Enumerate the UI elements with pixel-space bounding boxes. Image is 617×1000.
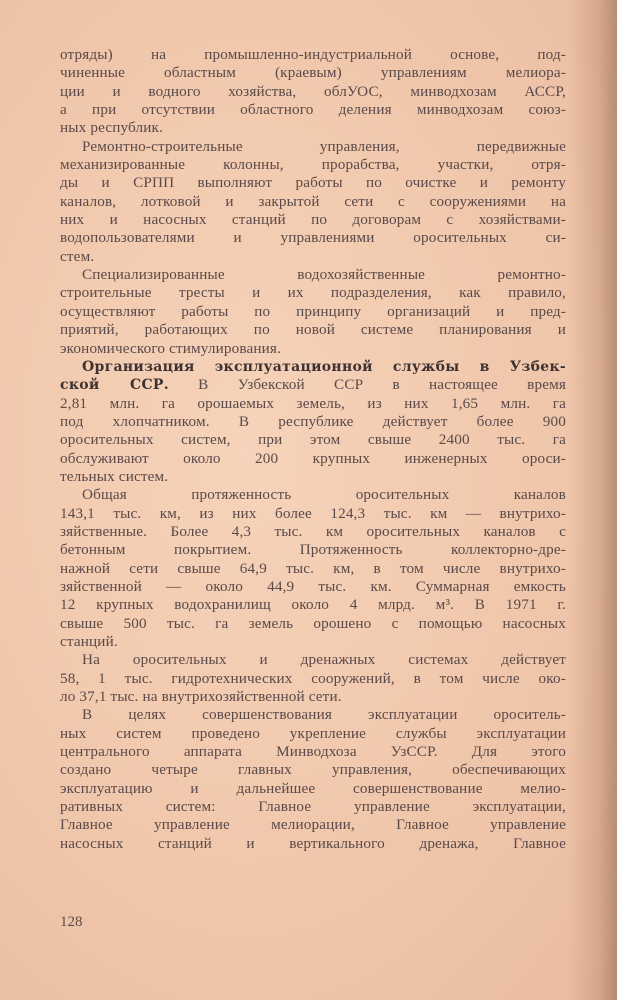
text-line: чиненные областным (краевым) управлениям мелиора-	[60, 64, 566, 82]
text-line: 2,81 млн. га орошаемых земель, из них 1,65 млн. га	[60, 394, 566, 412]
text-line: обслуживают около 200 крупных инженерных ороси-	[60, 449, 566, 467]
section-heading-line	[60, 358, 566, 376]
text-line: тельных систем.	[60, 467, 169, 485]
text-line: приятий, работающих по новой системе планирования и	[60, 321, 566, 339]
text-line: водопользователями и управлениями оросительных си-	[60, 229, 566, 247]
text-line: станций.	[60, 633, 118, 650]
text-line: Ремонтно-строительные управления, передвижные	[82, 137, 566, 155]
text-line: эксплуатацию и дальнейшее совершенствование мелио-	[60, 779, 566, 797]
text-line: Главное управление мелиорации, Главное управление	[60, 816, 566, 834]
text-line: осуществляют работы по принципу организаций и пред-	[60, 302, 566, 320]
text-line: бетонным покрытием. Протяженность коллекторно-дре-	[60, 541, 566, 559]
text-line: ных республик.	[60, 119, 164, 137]
text-line: отряды) на промышленно-индустриальной основе, под-	[60, 46, 566, 63]
text-line: создано четыре главных управления, обеспечивающих	[60, 761, 566, 779]
text-line: насосных станций и вертикального дренажа, Главное	[60, 834, 566, 852]
text-line: ции и водного хозяйства, облУОС, минводхозам АССР,	[60, 82, 566, 100]
text-line: зяйственные. Более 4,3 тыс. км оросительных каналов с	[60, 522, 566, 540]
text-line: а при отсутствии областного деления минводхозам союз-	[60, 101, 566, 119]
text-line: В целях совершенствования эксплуатации ороситель-	[82, 706, 566, 724]
text-line: ных систем проведено укрепление службы эксплуатации	[60, 724, 566, 742]
text-line: 58, 1 тыс. гидротехнических сооружений, в том числе око-	[60, 669, 566, 687]
section-heading: Организация эксплуатационной службы в Узбек-	[82, 358, 566, 375]
page-number: 128	[60, 914, 83, 930]
text-line: ды и СРПП выполняют работы по очистке и ремонту	[60, 174, 566, 192]
text-line: механизированные колонны, прорабства, участки, отря-	[60, 156, 566, 174]
text-line: нажной сети свыше 64,9 тыс. км, в том числе внутрихо-	[60, 559, 566, 577]
text-line: Специализированные водохозяйственные ремонтно-	[82, 266, 566, 284]
body-text	[60, 46, 566, 853]
text-line	[60, 376, 566, 394]
text-line: оросительных систем, при этом свыше 2400 тыс. га	[60, 431, 566, 449]
text-line: На оросительных и дренажных системах действует	[82, 651, 566, 669]
text-line: них и насосных станций по договорам с хозяйствами-	[60, 211, 566, 229]
text-line: 12 крупных водохранилищ около 4 млрд. м³. В 1971 г.	[60, 596, 566, 614]
text-line: Общая протяженность оросительных каналов	[82, 486, 566, 504]
section-heading-end: ской ССР.	[60, 377, 169, 394]
text-run: В Узбекской ССР в настоящее время	[198, 376, 566, 394]
text-line: 143,1 тыс. км, из них более 124,3 тыс. км — внутрихо-	[60, 504, 566, 522]
text-line: центрального аппарата Минводхоза УзССР. Для этого	[60, 743, 566, 761]
text-line: ло 37,1 тыс. на внутрихозяйственной сети.	[60, 688, 342, 706]
text-line: зяйственной — около 44,9 тыс. км. Суммарная емкость	[60, 577, 566, 595]
text-line: ративных систем: Главное управление эксплуатации,	[60, 798, 566, 816]
text-line: под хлопчатником. В республике действует более 900	[60, 412, 566, 430]
text-line: строительные тресты и их подразделения, как правило,	[60, 284, 566, 302]
text-line: каналов, лотковой и закрытой сети с сооружениями на	[60, 192, 566, 210]
text-line: свыше 500 тыс. га земель орошено с помощью насосных	[60, 614, 566, 632]
text-line: экономического стимулирования.	[60, 339, 282, 357]
text-line: стем.	[60, 247, 95, 265]
